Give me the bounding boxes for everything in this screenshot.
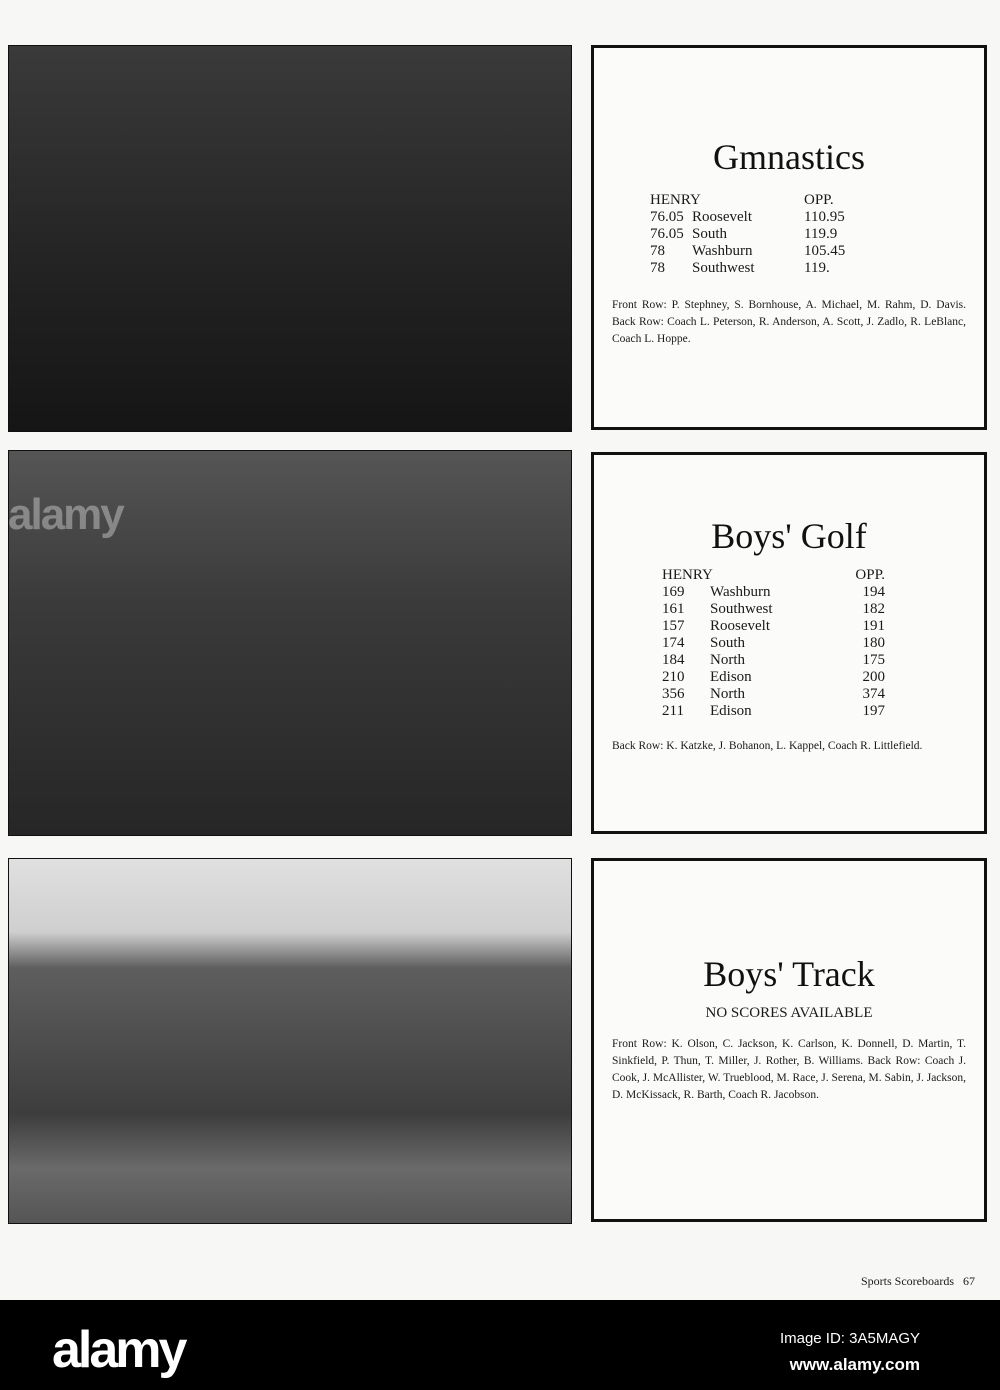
team-names: Back Row: K. Katzke, J. Bohanon, L. Kappel, Coach R. Littlefield. — [612, 740, 923, 752]
opponent-name: Edison — [710, 703, 752, 719]
opponent-score: 182 — [862, 601, 885, 617]
henry-score: 211 — [662, 703, 684, 719]
page-number: 67 — [963, 1274, 975, 1288]
opponent-name: Roosevelt — [692, 209, 752, 225]
team-names: Front Row: K. Olson, C. Jackson, K. Carlson, K. Donnell, D. Martin, T. Sinkfield, P. Thun, T. Miller, J. Rother, B. Williams. Back Row: Coach J. Cook, J. McAllister, W. Trueblood, M. Race, J. Serena, M. Sabin, J. Jackson, D. McKissack, R. Barth, Coach R. Jacobson. — [612, 1038, 966, 1101]
henry-header: HENRY — [650, 192, 701, 208]
opp-header: OPP. — [804, 192, 834, 208]
henry-score: 161 — [662, 601, 685, 617]
score-row — [662, 669, 885, 686]
opponent-score: 175 — [862, 652, 885, 668]
team-names: Front Row: P. Stephney, S. Bornhouse, A. Michael, M. Rahm, D. Davis. Back Row: Coach L. Peterson, R. Anderson, A. Scott, J. Zadlo, R. LeBlanc, Coach L. Hoppe. — [612, 299, 966, 345]
henry-score: 76.05 — [650, 226, 684, 242]
henry-score: 157 — [662, 618, 685, 634]
opponent-score: 119.9 — [804, 226, 838, 242]
henry-score: 78 — [650, 243, 665, 259]
henry-score: 210 — [662, 669, 685, 685]
henry-header: HENRY — [662, 567, 713, 583]
opponent-score: 194 — [862, 584, 885, 600]
opponent-name: Edison — [710, 669, 752, 685]
henry-score: 76.05 — [650, 209, 684, 225]
score-row — [650, 226, 864, 243]
score-row — [662, 618, 885, 635]
henry-score: 174 — [662, 635, 685, 651]
page-footer — [861, 1274, 975, 1289]
section-title: Boys' Track — [703, 954, 875, 994]
opponent-score: 110.95 — [804, 209, 845, 225]
section-title: Gmnastics — [713, 137, 865, 177]
no-scores-label: NO SCORES AVAILABLE — [705, 1005, 873, 1021]
golf-scoreboard — [591, 452, 987, 834]
opponent-name: South — [710, 635, 746, 651]
opponent-name: North — [710, 652, 745, 668]
section-name: Sports Scoreboards — [861, 1274, 954, 1288]
opponent-score: 197 — [862, 703, 885, 719]
opponent-score: 105.45 — [804, 243, 846, 259]
score-row — [650, 243, 864, 260]
score-row — [662, 652, 885, 669]
alamy-logo: alamy — [52, 1321, 185, 1379]
opponent-score: 200 — [862, 669, 885, 685]
stock-bar — [0, 1300, 1000, 1390]
opponent-score: 374 — [862, 686, 885, 702]
score-row — [662, 584, 885, 601]
score-row — [650, 260, 864, 277]
score-row — [662, 703, 885, 720]
opponent-score: 119. — [804, 260, 830, 276]
gymnastics-team-photo — [8, 45, 572, 432]
opponent-name: South — [692, 226, 728, 242]
track-team-photo — [8, 858, 572, 1224]
score-row — [650, 209, 864, 226]
image-id: Image ID: 3A5MAGY — [779, 1330, 920, 1347]
opponent-name: Southwest — [710, 601, 773, 617]
opp-header: OPP. — [855, 567, 885, 583]
henry-score: 78 — [650, 260, 665, 276]
section-title: Boys' Golf — [711, 516, 867, 556]
score-row — [662, 635, 885, 652]
site-url: www.alamy.com — [789, 1355, 920, 1374]
opponent-name: Washburn — [692, 243, 753, 259]
opponent-name: Southwest — [692, 260, 755, 276]
score-row — [662, 686, 885, 703]
score-row — [662, 601, 885, 618]
gymnastics-scoreboard — [591, 45, 987, 430]
henry-score: 356 — [662, 686, 685, 702]
opponent-score: 191 — [862, 618, 885, 634]
header-row — [662, 567, 885, 584]
opponent-name: North — [710, 686, 745, 702]
scores-table — [650, 192, 864, 277]
henry-score: 169 — [662, 584, 685, 600]
opponent-name: Washburn — [710, 584, 771, 600]
opponent-score: 180 — [862, 635, 885, 651]
track-scoreboard — [591, 858, 987, 1222]
watermark: alamy — [8, 490, 123, 539]
header-row — [650, 192, 864, 209]
opponent-name: Roosevelt — [710, 618, 770, 634]
scores-table — [662, 567, 885, 720]
henry-score: 184 — [662, 652, 685, 668]
